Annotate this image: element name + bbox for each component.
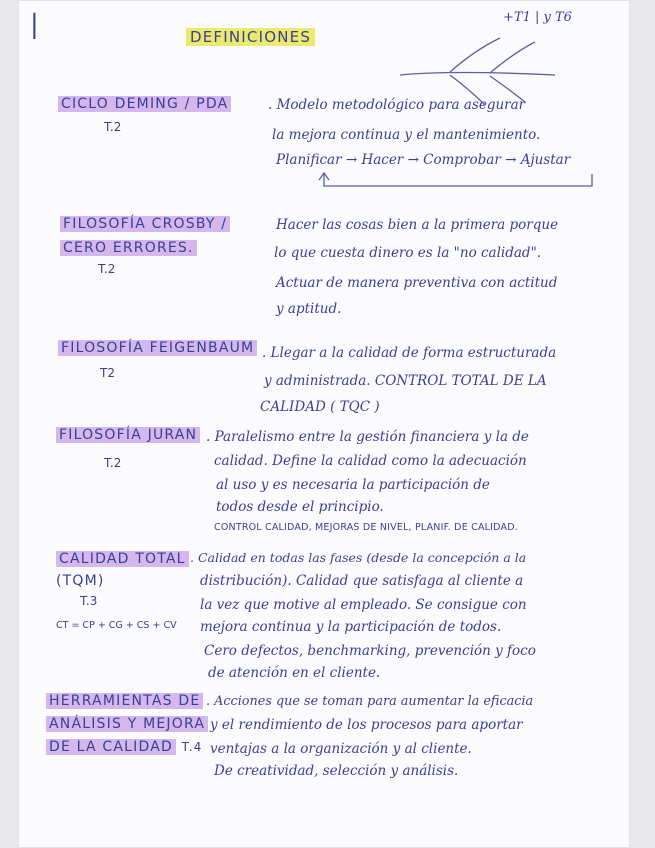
herramientas-line-2: y el rendimiento de los procesos para aportar xyxy=(210,717,523,733)
term-feigenbaum xyxy=(58,340,257,356)
feigenbaum-line-3: CALIDAD ( TQC ) xyxy=(260,399,380,415)
feigenbaum-line-2: y administrada. CONTROL TOTAL DE LA xyxy=(264,373,547,389)
tag-crosby: T.2 xyxy=(98,262,116,276)
herramientas-line-3: ventajas a la organización y al cliente. xyxy=(210,741,472,757)
juran-line-3: al uso y es necesaria la participación de xyxy=(216,477,490,493)
crosby-line-2: lo que cuesta dinero es la "no calidad". xyxy=(274,245,542,261)
pdca-cycle xyxy=(276,152,570,168)
term-deming-label: CICLO DEMING / PDA xyxy=(58,96,231,112)
term-feigenbaum-label: FILOSOFÍA FEIGENBAUM xyxy=(58,340,257,356)
term-tqm-line-1: CALIDAD TOTAL xyxy=(56,551,189,567)
arrow-right-icon: → xyxy=(407,152,419,168)
crosby-line-3: Actuar de manera preventiva con actitud xyxy=(276,275,558,291)
pdca-step-4: Ajustar xyxy=(520,152,571,168)
term-tqm-line-2: (TQM) xyxy=(56,573,105,589)
term-juran xyxy=(56,427,200,443)
deming-line-2: la mejora continua y el mantenimiento. xyxy=(272,127,541,143)
tqm-line-6: de atención en el cliente. xyxy=(208,665,381,681)
tqm-line-5: Cero defectos, benchmarking, prevención y foco xyxy=(204,643,536,659)
tag-herramientas: T.4 xyxy=(181,740,203,754)
pdca-step-3: Comprobar xyxy=(423,152,501,168)
crosby-line-1: Hacer las cosas bien a la primera porque xyxy=(276,217,559,233)
term-herramientas-line-2: ANÁLISIS Y MEJORA xyxy=(46,716,208,732)
herramientas-line-1: . Acciones que se toman para aumentar la eficacia xyxy=(206,694,534,709)
term-herramientas xyxy=(46,690,208,759)
term-crosby-line-1: FILOSOFÍA CROSBY / xyxy=(60,216,230,232)
pdca-step-2: Hacer xyxy=(361,152,404,168)
juran-line-4: todos desde el principio. xyxy=(216,499,384,515)
arrow-right-icon: → xyxy=(345,152,358,168)
page-title xyxy=(186,28,315,46)
juran-line-2: calidad. Define la calidad como la adecuación xyxy=(214,453,527,469)
tag-juran: T.2 xyxy=(104,456,122,470)
tqm-line-3: la vez que motive al empleado. Se consigue con xyxy=(200,597,527,613)
cycle-return-arrow-icon xyxy=(310,170,610,192)
corner-note: +T1 | y T6 xyxy=(503,10,572,25)
tqm-line-1: . Calidad en todas las fases (desde la concepción a la xyxy=(190,550,527,565)
feigenbaum-line-1: . Llegar a la calidad de forma estructurada xyxy=(262,345,557,361)
term-deming xyxy=(58,96,231,112)
term-herramientas-line-1: HERRAMIENTAS DE xyxy=(46,693,203,709)
tqm-formula: CT = CP + CG + CS + CV xyxy=(56,620,177,631)
tag-deming: T.2 xyxy=(104,120,122,134)
tqm-line-4: mejora continua y la participación de todos. xyxy=(200,619,502,635)
juran-line-1: . Paralelismo entre la gestión financiera y la de xyxy=(206,429,529,445)
pdca-step-1: Planificar xyxy=(276,152,342,168)
herramientas-line-4: De creatividad, selección y análisis. xyxy=(214,763,459,779)
term-juran-label: FILOSOFÍA JURAN xyxy=(56,427,200,443)
margin-mark: | xyxy=(30,10,39,40)
tag-feigenbaum: T2 xyxy=(100,366,115,380)
term-crosby-line-2: CERO ERRORES. xyxy=(60,240,197,256)
term-herramientas-line-3: DE LA CALIDAD xyxy=(46,739,176,755)
page-title-text: DEFINICIONES xyxy=(186,28,315,46)
deming-line-1: . Modelo metodológico para asegurar xyxy=(268,97,526,113)
term-tqm xyxy=(56,548,189,592)
term-crosby xyxy=(60,212,230,260)
arrow-right-icon: → xyxy=(505,152,517,168)
crosby-line-4: y aptitud. xyxy=(276,301,342,317)
tqm-line-2: distribución). Calidad que satisfaga al cliente a xyxy=(200,573,524,589)
juran-caps-line: CONTROL CALIDAD, MEJORAS DE NIVEL, PLANIF. DE CALIDAD. xyxy=(214,522,518,533)
tag-tqm: T.3 xyxy=(80,594,98,608)
